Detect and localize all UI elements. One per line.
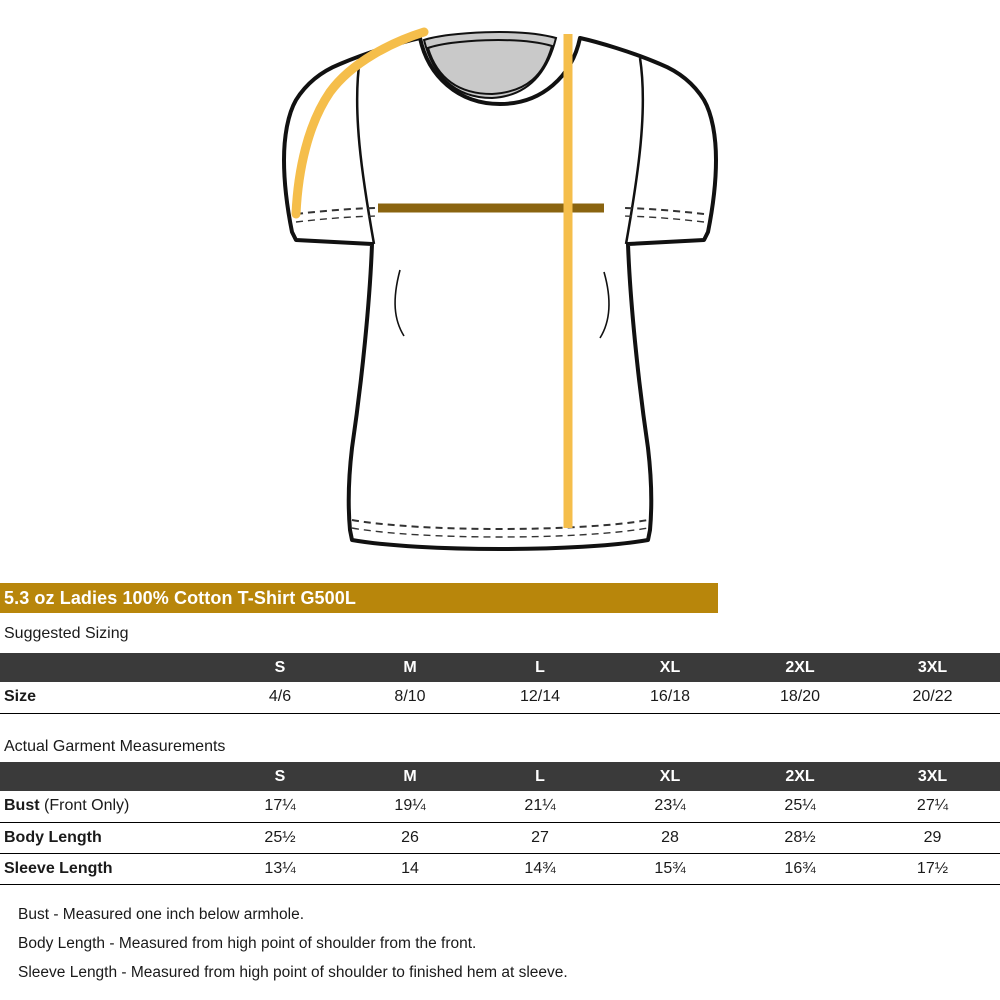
row-label-text: Bust bbox=[4, 797, 40, 815]
page-title: 5.3 oz Ladies 100% Cotton T-Shirt G500L bbox=[0, 583, 718, 613]
column-header: 3XL bbox=[865, 762, 1000, 791]
column-header: 3XL bbox=[865, 653, 1000, 682]
table-header-row bbox=[0, 653, 1000, 682]
actual-measurements-label: Actual Garment Measurements bbox=[4, 738, 226, 755]
table-row bbox=[0, 822, 1000, 853]
column-header: XL bbox=[605, 762, 735, 791]
row-label bbox=[0, 853, 215, 884]
row-label-text: Sleeve Length bbox=[4, 859, 113, 877]
table-cell: 27 bbox=[475, 822, 605, 853]
table-cell: 17¼ bbox=[215, 791, 345, 822]
table-cell: 18/20 bbox=[735, 682, 865, 713]
table-cell: 19¼ bbox=[345, 791, 475, 822]
table-cell: 16/18 bbox=[605, 682, 735, 713]
row-label bbox=[0, 822, 215, 853]
table-cell: 25½ bbox=[215, 822, 345, 853]
row-label-text: Body Length bbox=[4, 828, 102, 846]
column-header: L bbox=[475, 762, 605, 791]
table-cell: 16¾ bbox=[735, 853, 865, 884]
table-cell: 8/10 bbox=[345, 682, 475, 713]
table-cell: 17½ bbox=[865, 853, 1000, 884]
tshirt-body-outline bbox=[284, 38, 716, 549]
column-header bbox=[0, 653, 215, 682]
suggested-sizing-label: Suggested Sizing bbox=[4, 625, 129, 642]
actual-measurements-table bbox=[0, 762, 1000, 885]
table-row bbox=[0, 853, 1000, 884]
column-header: L bbox=[475, 653, 605, 682]
table-row bbox=[0, 682, 1000, 713]
column-header: XL bbox=[605, 653, 735, 682]
table-cell: 29 bbox=[865, 822, 1000, 853]
suggested-sizing-table bbox=[0, 653, 1000, 714]
table-cell: 15¾ bbox=[605, 853, 735, 884]
column-header: S bbox=[215, 653, 345, 682]
table-cell: 28 bbox=[605, 822, 735, 853]
note-sleeve-length: Sleeve Length - Measured from high point of shoulder to finished hem at sleeve. bbox=[18, 964, 568, 981]
note-body-length: Body Length - Measured from high point of shoulder from the front. bbox=[18, 935, 477, 952]
row-label-sub: (Front Only) bbox=[39, 797, 130, 815]
column-header: M bbox=[345, 653, 475, 682]
row-label bbox=[0, 791, 215, 822]
measurement-notes bbox=[18, 900, 978, 987]
table-cell: 21¼ bbox=[475, 791, 605, 822]
table-cell: 20/22 bbox=[865, 682, 1000, 713]
column-header: 2XL bbox=[735, 762, 865, 791]
table-cell: 13¼ bbox=[215, 853, 345, 884]
table-cell: 14¾ bbox=[475, 853, 605, 884]
table-cell: 23¼ bbox=[605, 791, 735, 822]
table-cell: 28½ bbox=[735, 822, 865, 853]
table-row bbox=[0, 791, 1000, 822]
table-cell: 25¼ bbox=[735, 791, 865, 822]
table-cell: 14 bbox=[345, 853, 475, 884]
column-header: S bbox=[215, 762, 345, 791]
row-label: Size bbox=[0, 682, 215, 713]
column-header: M bbox=[345, 762, 475, 791]
table-cell: 12/14 bbox=[475, 682, 605, 713]
table-cell: 27¼ bbox=[865, 791, 1000, 822]
column-header: 2XL bbox=[735, 653, 865, 682]
column-header bbox=[0, 762, 215, 791]
note-bust: Bust - Measured one inch below armhole. bbox=[18, 906, 305, 923]
table-cell: 26 bbox=[345, 822, 475, 853]
table-cell: 4/6 bbox=[215, 682, 345, 713]
table-header-row bbox=[0, 762, 1000, 791]
